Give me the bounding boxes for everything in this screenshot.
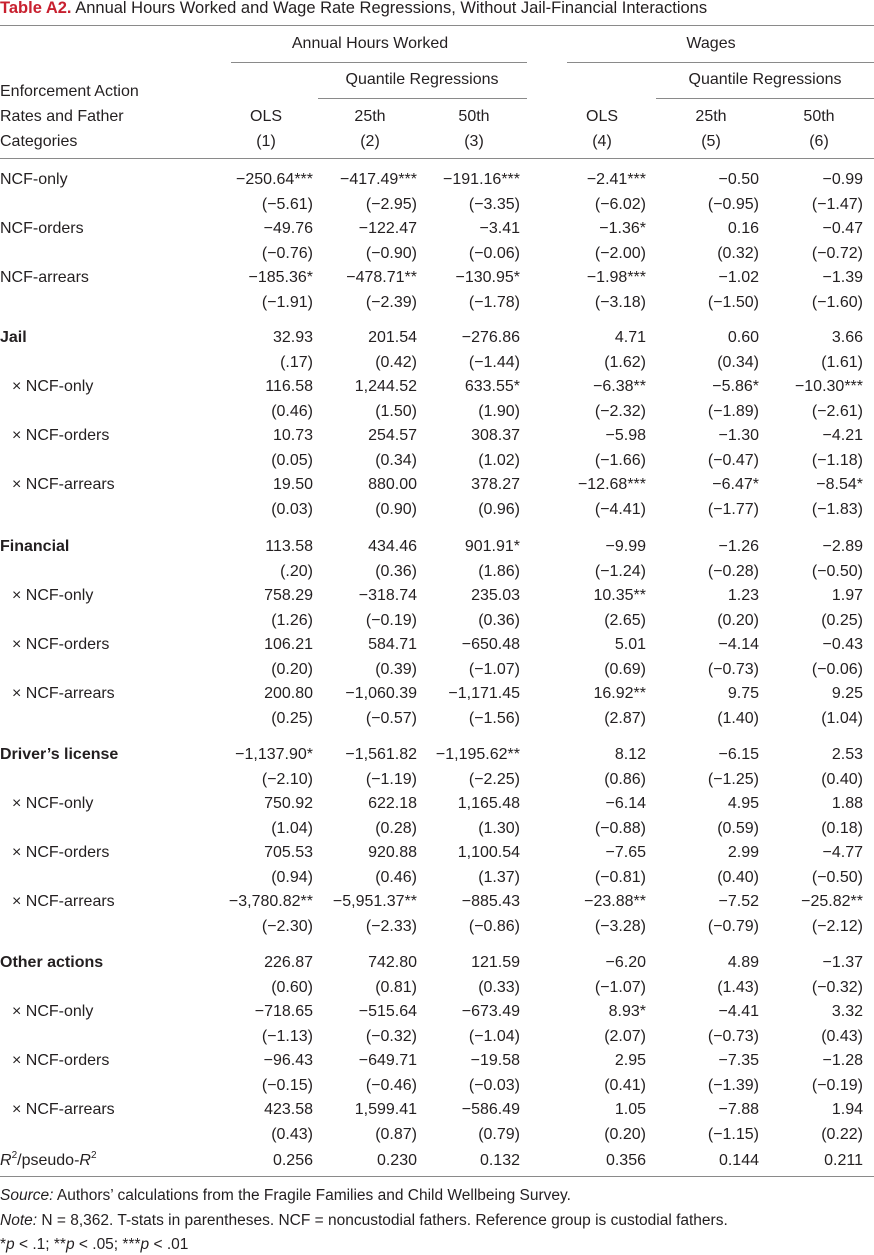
- tstat-cell: (1.40): [717, 709, 759, 727]
- tstat-cell: (1.30): [478, 819, 520, 837]
- column-number-4: (4): [592, 133, 612, 150]
- stub-header-line-2: Rates and Father: [0, 108, 124, 125]
- tstat-cell: (0.59): [717, 819, 759, 837]
- coefficient-cell: 4.89: [727, 954, 759, 971]
- tstat-cell: (−2.00): [594, 244, 646, 262]
- tstat-cell: (2.87): [604, 709, 646, 727]
- coefficient-cell: −5.98: [605, 427, 646, 444]
- tstat-cell: (0.86): [604, 770, 646, 788]
- coefficient-cell: −6.14: [605, 795, 646, 812]
- coefficient-cell: 1.88: [831, 795, 863, 812]
- r2-label: $R^2/pseudo-R^2$: [0, 1149, 97, 1169]
- coefficient-cell: −1,561.82: [345, 746, 417, 763]
- coefficient-cell: 1.94: [831, 1101, 863, 1118]
- section-label: Jail: [0, 329, 27, 346]
- coefficient-cell: 10.35**: [593, 587, 646, 604]
- tstat-cell: (−1.60): [811, 293, 863, 311]
- tstat-cell: (.20): [280, 562, 313, 580]
- coefficient-cell: 0.60: [727, 329, 759, 346]
- coefficient-cell: −718.65: [254, 1003, 313, 1020]
- tstat-cell: (−2.39): [365, 293, 417, 311]
- tstat-cell: (0.79): [478, 1125, 520, 1143]
- coefficient-cell: 4.95: [727, 795, 759, 812]
- coefficient-cell: 901.91*: [464, 538, 520, 555]
- tstat-cell: (0.46): [271, 402, 313, 420]
- column-header-6: 50th: [803, 108, 835, 125]
- coefficient-cell: 106.21: [264, 636, 313, 653]
- coefficient-cell: 750.92: [264, 795, 313, 812]
- tstat-cell: (0.34): [717, 353, 759, 371]
- rule-quantile-hours: [318, 98, 527, 99]
- coefficient-cell: −650.48: [461, 636, 520, 653]
- tstat-cell: (−0.50): [811, 562, 863, 580]
- tstat-cell: (−0.86): [468, 917, 520, 935]
- section-label: Other actions: [0, 954, 104, 971]
- coefficient-cell: −1,171.45: [448, 685, 520, 702]
- tstat-cell: (−1.66): [594, 451, 646, 469]
- tstat-cell: (−1.04): [468, 1027, 520, 1045]
- tstat-cell: (−0.32): [811, 978, 863, 996]
- tstat-cell: (−1.15): [707, 1125, 759, 1143]
- coefficient-cell: −122.47: [358, 220, 417, 237]
- coefficient-cell: −185.36*: [248, 269, 313, 286]
- coefficient-cell: −7.35: [718, 1052, 759, 1069]
- coefficient-cell: 3.66: [831, 329, 863, 346]
- source-text: Authors’ calculations from the Fragile Families and Child Wellbeing Survey.: [53, 1187, 571, 1204]
- tstat-cell: (−1.25): [707, 770, 759, 788]
- rule-quantile-wages: [656, 98, 874, 99]
- tstat-cell: (1.61): [821, 353, 863, 371]
- rule-header-bottom: [0, 158, 874, 159]
- coefficient-cell: 920.88: [368, 844, 417, 861]
- tstat-cell: (−0.46): [365, 1076, 417, 1094]
- coefficient-cell: −49.76: [263, 220, 313, 237]
- tstat-cell: (−5.61): [261, 195, 313, 213]
- group-header-wages: Wages: [686, 35, 736, 52]
- coefficient-cell: 705.53: [264, 844, 313, 861]
- row-label: × NCF-arrears: [12, 685, 115, 702]
- coefficient-cell: −515.64: [358, 1003, 417, 1020]
- tstat-cell: (0.90): [375, 500, 417, 518]
- tstat-cell: (0.36): [478, 611, 520, 629]
- rule-group-hours: [231, 62, 527, 63]
- row-label: × NCF-orders: [12, 636, 110, 653]
- coefficient-cell: 584.71: [368, 636, 417, 653]
- tstat-cell: (0.60): [271, 978, 313, 996]
- tstat-cell: (−1.47): [811, 195, 863, 213]
- coefficient-cell: 10.73: [272, 427, 313, 444]
- coefficient-cell: −1,137.90*: [235, 746, 313, 763]
- tstat-cell: (0.41): [604, 1076, 646, 1094]
- tstat-cell: (0.34): [375, 451, 417, 469]
- coefficient-cell: −1.30: [718, 427, 759, 444]
- coefficient-cell: 1,165.48: [457, 795, 520, 812]
- coefficient-cell: −130.95*: [455, 269, 520, 286]
- section-label: Driver’s license: [0, 746, 119, 763]
- tstat-cell: (−3.35): [468, 195, 520, 213]
- coefficient-cell: 226.87: [264, 954, 313, 971]
- coefficient-cell: −0.43: [822, 636, 863, 653]
- tstat-cell: (0.94): [271, 868, 313, 886]
- tstat-cell: (−1.07): [594, 978, 646, 996]
- tstat-cell: (−1.18): [811, 451, 863, 469]
- coefficient-cell: −673.49: [461, 1003, 520, 1020]
- column-header-4: OLS: [585, 108, 619, 125]
- tstat-cell: (−0.72): [811, 244, 863, 262]
- coefficient-cell: 4.71: [614, 329, 646, 346]
- coefficient-cell: 2.99: [727, 844, 759, 861]
- column-number-6: (6): [809, 133, 829, 150]
- tstat-cell: (−0.06): [811, 660, 863, 678]
- coefficient-cell: 1.05: [614, 1101, 646, 1118]
- tstat-cell: (−0.90): [365, 244, 417, 262]
- group-header-hours: Annual Hours Worked: [291, 35, 449, 52]
- coefficient-cell: 5.01: [614, 636, 646, 653]
- tstat-cell: (−6.02): [594, 195, 646, 213]
- tstat-cell: (−1.13): [261, 1027, 313, 1045]
- table-title-text: Annual Hours Worked and Wage Rate Regressions, Without Jail-Financial Interactions: [71, 0, 708, 17]
- coefficient-cell: −19.58: [470, 1052, 520, 1069]
- tstat-cell: (0.32): [717, 244, 759, 262]
- tstat-cell: (−1.91): [261, 293, 313, 311]
- tstat-cell: (−3.18): [594, 293, 646, 311]
- tstat-cell: (1.04): [271, 819, 313, 837]
- tstat-cell: (−0.73): [707, 660, 759, 678]
- section-label: Financial: [0, 538, 70, 555]
- rule-bottom: [0, 1176, 874, 1177]
- tstat-cell: (.17): [280, 353, 313, 371]
- coefficient-cell: −1.39: [822, 269, 863, 286]
- row-label: × NCF-arrears: [12, 476, 115, 493]
- coefficient-cell: 19.50: [272, 476, 313, 493]
- coefficient-cell: 1.97: [831, 587, 863, 604]
- tstat-cell: (−0.32): [365, 1027, 417, 1045]
- coefficient-cell: 116.58: [265, 378, 313, 395]
- tstat-cell: (−2.32): [594, 402, 646, 420]
- coefficient-cell: −1.28: [822, 1052, 863, 1069]
- column-number-2: (2): [360, 133, 380, 150]
- tstat-cell: (0.22): [821, 1125, 863, 1143]
- tstat-cell: (0.28): [375, 819, 417, 837]
- tstat-cell: (−1.50): [707, 293, 759, 311]
- coefficient-cell: −9.99: [605, 538, 646, 555]
- source-label: Source:: [0, 1187, 54, 1204]
- coefficient-cell: 423.58: [264, 1101, 313, 1118]
- tstat-cell: (0.39): [375, 660, 417, 678]
- tstat-cell: (−0.79): [707, 917, 759, 935]
- tstat-cell: (0.03): [271, 500, 313, 518]
- row-label: × NCF-only: [12, 1003, 94, 1020]
- column-number-5: (5): [701, 133, 721, 150]
- note-label: Note:: [0, 1212, 38, 1229]
- coefficient-cell: 235.03: [471, 587, 520, 604]
- tstat-cell: (1.26): [271, 611, 313, 629]
- tstat-cell: (−1.56): [468, 709, 520, 727]
- tstat-cell: (0.20): [271, 660, 313, 678]
- column-header-2: 25th: [354, 108, 386, 125]
- table-title: [0, 0, 707, 18]
- tstat-cell: (2.65): [604, 611, 646, 629]
- tstat-cell: (−2.61): [811, 402, 863, 420]
- coefficient-cell: 8.12: [614, 746, 646, 763]
- tstat-cell: (−3.28): [594, 917, 646, 935]
- tstat-cell: (−0.19): [811, 1076, 863, 1094]
- tstat-cell: (−1.78): [468, 293, 520, 311]
- tstat-cell: (−4.41): [594, 500, 646, 518]
- coefficient-cell: −10.30***: [794, 378, 863, 395]
- coefficient-cell: −1,195.62**: [435, 746, 520, 763]
- note-text: N = 8,362. T-stats in parentheses. NCF = noncustodial fathers. Reference group is custodial fathers.: [37, 1212, 728, 1229]
- table-label: Table A2.: [0, 0, 72, 17]
- coefficient-cell: 254.57: [368, 427, 417, 444]
- coefficient-cell: −2.89: [822, 538, 863, 555]
- tstat-cell: (−2.33): [365, 917, 417, 935]
- coefficient-cell: −96.43: [263, 1052, 313, 1069]
- tstat-cell: (−1.39): [707, 1076, 759, 1094]
- row-label: × NCF-orders: [12, 844, 110, 861]
- tstat-cell: (1.50): [375, 402, 417, 420]
- coefficient-cell: −0.47: [822, 220, 863, 237]
- r2-value: 0.144: [718, 1152, 759, 1169]
- coefficient-cell: −25.82**: [801, 893, 863, 910]
- quantile-header-hours: Quantile Regressions: [345, 71, 499, 88]
- tstat-cell: (0.87): [375, 1125, 417, 1143]
- coefficient-cell: 16.92**: [593, 685, 646, 702]
- coefficient-cell: −7.52: [718, 893, 759, 910]
- coefficient-cell: 1,244.52: [354, 378, 417, 395]
- coefficient-cell: 0.16: [727, 220, 759, 237]
- r2-value: 0.356: [605, 1152, 646, 1169]
- tstat-cell: (1.90): [478, 402, 520, 420]
- column-header-1: OLS: [249, 108, 283, 125]
- row-label: × NCF-only: [12, 587, 94, 604]
- tstat-cell: (−1.19): [365, 770, 417, 788]
- tstat-cell: (−1.24): [594, 562, 646, 580]
- tstat-cell: (−1.83): [811, 500, 863, 518]
- coefficient-cell: −3.41: [479, 220, 520, 237]
- coefficient-cell: 9.25: [831, 685, 863, 702]
- coefficient-cell: −6.20: [605, 954, 646, 971]
- coefficient-cell: −1.02: [718, 269, 759, 286]
- row-label: NCF-orders: [0, 220, 84, 237]
- coefficient-cell: 113.58: [265, 538, 313, 555]
- coefficient-cell: −4.41: [718, 1003, 759, 1020]
- r2-value: 0.211: [824, 1152, 863, 1169]
- tstat-cell: (0.81): [375, 978, 417, 996]
- coefficient-cell: −586.49: [461, 1101, 520, 1118]
- row-label: × NCF-only: [12, 795, 94, 812]
- coefficient-cell: −1.26: [718, 538, 759, 555]
- tstat-cell: (0.05): [271, 451, 313, 469]
- coefficient-cell: −417.49***: [340, 171, 417, 188]
- coefficient-cell: 1,100.54: [457, 844, 520, 861]
- tstat-cell: (−2.10): [261, 770, 313, 788]
- coefficient-cell: −1.37: [822, 954, 863, 971]
- tstat-cell: (−0.73): [707, 1027, 759, 1045]
- coefficient-cell: −0.50: [718, 171, 759, 188]
- coefficient-cell: −3,780.82**: [228, 893, 313, 910]
- tstat-cell: (−0.03): [468, 1076, 520, 1094]
- coefficient-cell: 622.18: [368, 795, 417, 812]
- tstat-cell: (1.04): [821, 709, 863, 727]
- row-label: × NCF-arrears: [12, 1101, 115, 1118]
- coefficient-cell: −12.68***: [577, 476, 646, 493]
- tstat-cell: (−2.25): [468, 770, 520, 788]
- coefficient-cell: −478.71**: [346, 269, 417, 286]
- coefficient-cell: −8.54*: [816, 476, 863, 493]
- tstat-cell: (2.07): [604, 1027, 646, 1045]
- tstat-cell: (1.43): [717, 978, 759, 996]
- tstat-cell: (−0.81): [594, 868, 646, 886]
- coefficient-cell: −6.38**: [593, 378, 646, 395]
- tstat-cell: (−1.44): [468, 353, 520, 371]
- tstat-cell: (0.18): [821, 819, 863, 837]
- r2-value: 0.230: [376, 1152, 417, 1169]
- quantile-header-wages: Quantile Regressions: [688, 71, 842, 88]
- coefficient-cell: −6.47*: [712, 476, 759, 493]
- tstat-cell: (−0.57): [365, 709, 417, 727]
- coefficient-cell: −4.14: [718, 636, 759, 653]
- coefficient-cell: −191.16***: [443, 171, 520, 188]
- coefficient-cell: −885.43: [461, 893, 520, 910]
- coefficient-cell: 8.93*: [608, 1003, 646, 1020]
- tstat-cell: (0.20): [604, 1125, 646, 1143]
- coefficient-cell: 1.23: [727, 587, 759, 604]
- coefficient-cell: −276.86: [461, 329, 520, 346]
- r2-value: 0.256: [272, 1152, 313, 1169]
- coefficient-cell: −5.86*: [712, 378, 759, 395]
- coefficient-cell: −23.88**: [584, 893, 646, 910]
- coefficient-cell: 308.37: [471, 427, 520, 444]
- tstat-cell: (1.62): [604, 353, 646, 371]
- tstat-cell: (0.46): [375, 868, 417, 886]
- tstat-cell: (1.37): [478, 868, 520, 886]
- tstat-cell: (−2.30): [261, 917, 313, 935]
- tstat-cell: (0.43): [271, 1125, 313, 1143]
- coefficient-cell: 742.80: [368, 954, 417, 971]
- tstat-cell: (−0.19): [365, 611, 417, 629]
- rule-top: [0, 25, 874, 26]
- stub-header-line-1: Enforcement Action: [0, 83, 139, 100]
- coefficient-cell: −7.88: [718, 1101, 759, 1118]
- column-number-1: (1): [256, 133, 276, 150]
- coefficient-cell: −6.15: [718, 746, 759, 763]
- coefficient-cell: −0.99: [822, 171, 863, 188]
- row-label: × NCF-orders: [12, 1052, 110, 1069]
- tstat-cell: (0.42): [375, 353, 417, 371]
- coefficient-cell: −1.98***: [586, 269, 646, 286]
- column-header-5: 25th: [695, 108, 727, 125]
- tstat-cell: (0.40): [717, 868, 759, 886]
- significance-note: *p < .1; **p < .05; ***p < .01: [0, 1236, 189, 1253]
- column-header-3: 50th: [458, 108, 490, 125]
- coefficient-cell: −649.71: [358, 1052, 417, 1069]
- tstat-cell: (−1.77): [707, 500, 759, 518]
- general-note: [0, 1211, 728, 1231]
- tstat-cell: (0.69): [604, 660, 646, 678]
- stub-header-line-3: Categories: [0, 133, 78, 150]
- coefficient-cell: 880.00: [368, 476, 417, 493]
- tstat-cell: (0.20): [717, 611, 759, 629]
- tstat-cell: (−1.89): [707, 402, 759, 420]
- rule-group-wages: [567, 62, 874, 63]
- tstat-cell: (0.40): [821, 770, 863, 788]
- coefficient-cell: 2.53: [831, 746, 863, 763]
- coefficient-cell: 3.32: [831, 1003, 863, 1020]
- coefficient-cell: 1,599.41: [354, 1101, 417, 1118]
- coefficient-cell: −1.36*: [599, 220, 646, 237]
- row-label: NCF-only: [0, 171, 68, 188]
- tstat-cell: (−0.28): [707, 562, 759, 580]
- coefficient-cell: −1,060.39: [345, 685, 417, 702]
- coefficient-cell: −250.64***: [236, 171, 313, 188]
- tstat-cell: (0.96): [478, 500, 520, 518]
- coefficient-cell: 200.80: [264, 685, 313, 702]
- tstat-cell: (0.33): [478, 978, 520, 996]
- coefficient-cell: −4.21: [822, 427, 863, 444]
- coefficient-cell: 758.29: [264, 587, 313, 604]
- coefficient-cell: −2.41***: [586, 171, 646, 188]
- tstat-cell: (−0.95): [707, 195, 759, 213]
- coefficient-cell: −318.74: [358, 587, 417, 604]
- tstat-cell: (−0.50): [811, 868, 863, 886]
- coefficient-cell: 201.54: [368, 329, 417, 346]
- coefficient-cell: 378.27: [471, 476, 520, 493]
- coefficient-cell: 9.75: [727, 685, 759, 702]
- row-label: × NCF-only: [12, 378, 94, 395]
- coefficient-cell: 434.46: [368, 538, 417, 555]
- coefficient-cell: 633.55*: [464, 378, 520, 395]
- coefficient-cell: −4.77: [822, 844, 863, 861]
- tstat-cell: (1.86): [478, 562, 520, 580]
- coefficient-cell: 32.93: [272, 329, 313, 346]
- tstat-cell: (0.43): [821, 1027, 863, 1045]
- tstat-cell: (−0.88): [594, 819, 646, 837]
- tstat-cell: (−0.47): [707, 451, 759, 469]
- tstat-cell: (−0.76): [261, 244, 313, 262]
- tstat-cell: (0.25): [271, 709, 313, 727]
- coefficient-cell: −5,951.37**: [332, 893, 417, 910]
- tstat-cell: (0.36): [375, 562, 417, 580]
- tstat-cell: (−1.07): [468, 660, 520, 678]
- coefficient-cell: 2.95: [614, 1052, 646, 1069]
- coefficient-cell: 121.59: [471, 954, 520, 971]
- tstat-cell: (−2.12): [811, 917, 863, 935]
- row-label: NCF-arrears: [0, 269, 89, 286]
- tstat-cell: (0.25): [821, 611, 863, 629]
- coefficient-cell: −7.65: [605, 844, 646, 861]
- source-note: [0, 1186, 571, 1206]
- row-label: × NCF-arrears: [12, 893, 115, 910]
- tstat-cell: (1.02): [478, 451, 520, 469]
- row-label: × NCF-orders: [12, 427, 110, 444]
- column-number-3: (3): [464, 133, 484, 150]
- r2-value: 0.132: [479, 1152, 520, 1169]
- tstat-cell: (−0.15): [261, 1076, 313, 1094]
- tstat-cell: (−0.06): [468, 244, 520, 262]
- tstat-cell: (−2.95): [365, 195, 417, 213]
